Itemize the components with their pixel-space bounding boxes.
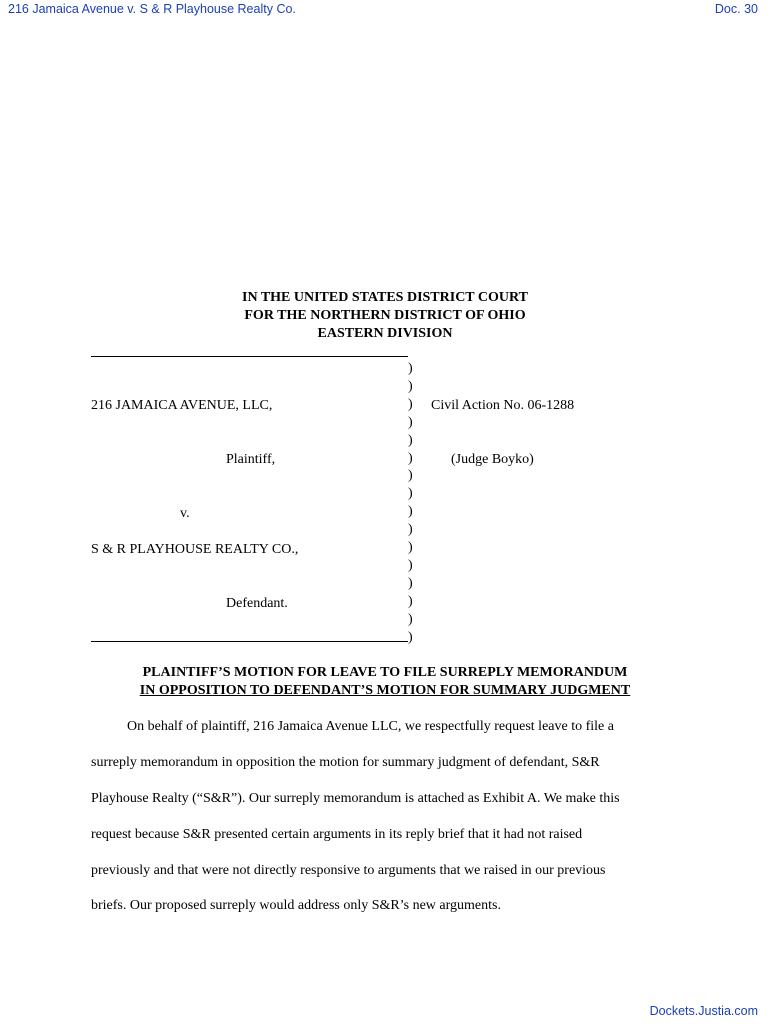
civil-action-number: Civil Action No. 06-1288 <box>431 398 575 413</box>
caption-parenthesis-column <box>408 360 420 647</box>
caption-parenthesis: ) <box>408 361 413 376</box>
caption-parenthesis: ) <box>408 432 413 448</box>
defendant-name: S & R PLAYHOUSE REALTY CO., <box>91 542 299 557</box>
caption-parenthesis: ) <box>408 522 413 538</box>
caption-parenthesis: ) <box>408 486 413 502</box>
caption-parenthesis: ) <box>408 575 413 591</box>
motion-body <box>91 718 691 933</box>
caption-parenthesis: ) <box>408 629 413 645</box>
judge-name: (Judge Boyko) <box>451 452 534 467</box>
caption-parenthesis: ) <box>408 540 413 556</box>
caption-parenthesis: ) <box>408 468 413 484</box>
court-heading-line: FOR THE NORTHERN DISTRICT OF OHIO <box>244 308 526 323</box>
plaintiff-name: 216 JAMAICA AVENUE, LLC, <box>91 398 273 413</box>
body-line: request because S&R presented certain arguments in its reply brief that it had not raised <box>91 826 583 842</box>
docket-number-link[interactable]: Doc. 30 <box>714 2 758 16</box>
court-heading <box>0 289 770 343</box>
caption-top-rule <box>91 356 408 357</box>
caption-parenthesis: ) <box>408 396 413 412</box>
caption-parenthesis: ) <box>408 450 413 466</box>
body-line: surreply memorandum in opposition the motion for summary judgment of defendant, S&R <box>91 754 600 770</box>
body-line: previously and that were not directly responsive to arguments that we raised in our previous <box>91 862 606 878</box>
court-heading-line: EASTERN DIVISION <box>317 326 453 341</box>
body-line: Playhouse Realty (“S&R”). Our surreply memorandum is attached as Exhibit A. We make this <box>91 790 620 806</box>
versus-label: v. <box>180 506 190 521</box>
defendant-role: Defendant. <box>226 596 288 611</box>
motion-title <box>0 664 770 700</box>
body-line: briefs. Our proposed surreply would address only S&R’s new arguments. <box>91 898 501 914</box>
caption-parenthesis: ) <box>408 504 413 520</box>
caption-parenthesis: ) <box>408 414 413 430</box>
caption-parenthesis: ) <box>408 378 413 394</box>
court-heading-line: IN THE UNITED STATES DISTRICT COURT <box>242 290 528 305</box>
body-line: On behalf of plaintiff, 216 Jamaica Avenue LLC, we respectfully request leave to file a <box>127 719 614 734</box>
caption-parenthesis: ) <box>408 611 413 627</box>
caption-parenthesis: ) <box>408 557 413 573</box>
plaintiff-role: Plaintiff, <box>226 452 276 467</box>
justia-dockets-link[interactable]: Dockets.Justia.com <box>649 1004 758 1018</box>
motion-title-line: PLAINTIFF’S MOTION FOR LEAVE TO FILE SURREPLY MEMORANDUM <box>142 665 628 680</box>
caption-bottom-rule <box>91 641 408 642</box>
caption-parenthesis: ) <box>408 593 413 609</box>
case-title-link[interactable]: 216 Jamaica Avenue v. S & R Playhouse Realty Co. <box>8 2 296 16</box>
motion-title-line: IN OPPOSITION TO DEFENDANT’S MOTION FOR SUMMARY JUDGMENT <box>139 683 631 698</box>
